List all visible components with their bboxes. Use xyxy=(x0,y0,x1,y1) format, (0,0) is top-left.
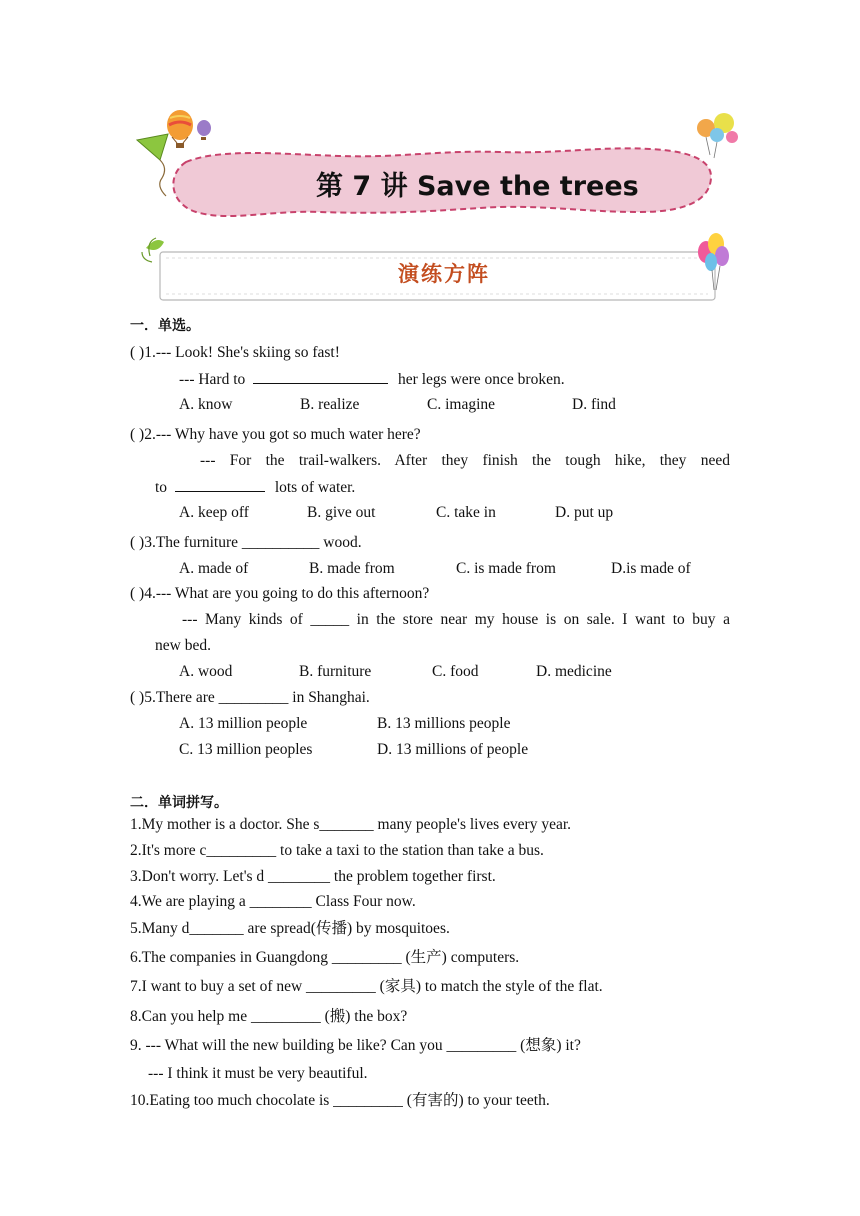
spelling-item: 10.Eating too much chocolate is _________ (有害的) to your teeth. xyxy=(130,1092,550,1109)
q2-stem: ( )2.--- Why have you got so much water here? xyxy=(130,426,421,443)
spelling-item: 2.It's more c_________ to take a taxi to the station than take a bus. xyxy=(130,842,544,859)
spelling-item: 9. --- What will the new building be like? Can you _________ (想象) it? xyxy=(130,1037,581,1054)
spelling-item: --- I think it must be very beautiful. xyxy=(148,1065,368,1082)
q1-line2-pre: --- Hard to xyxy=(179,371,250,388)
spelling-item: 7.I want to buy a set of new _________ (家具) to match the style of the flat. xyxy=(130,978,603,995)
section2-title: 二．单词拼写。 xyxy=(130,795,228,811)
option: B. realize xyxy=(300,396,360,413)
option: B. furniture xyxy=(299,663,372,680)
q4-line3: new bed. xyxy=(155,637,211,654)
kite-icon xyxy=(137,134,168,196)
q2-line3-pre: to xyxy=(155,479,171,496)
q2-line2: --- For the trail-walkers. After they finish the tough hike, they need xyxy=(200,452,730,469)
answer-blank[interactable] xyxy=(253,369,388,384)
q1-stem: ( )1.--- Look! She's skiing so fast! xyxy=(130,344,340,361)
spelling-item: 3.Don't worry. Let's d ________ the problem together first. xyxy=(130,868,496,885)
option: C. is made from xyxy=(456,560,556,577)
option: B. made from xyxy=(309,560,395,577)
spelling-item: 1.My mother is a doctor. She s_______ many people's lives every year. xyxy=(130,816,572,833)
spelling-item: 5.Many d_______ are spread(传播) by mosquitoes. xyxy=(130,920,450,937)
spelling-item: 4.We are playing a ________ Class Four now. xyxy=(130,893,416,910)
spelling-item: 6.The companies in Guangdong _________ (生产) computers. xyxy=(130,949,520,966)
lesson-title: 第 7 讲 Save the trees xyxy=(316,171,639,202)
q2-line3 xyxy=(155,477,355,498)
option: C. food xyxy=(432,663,479,680)
q4-stem: ( )4.--- What are you going to do this afternoon? xyxy=(130,585,430,602)
q2-line3-post: lots of water. xyxy=(274,479,356,496)
option: D. put up xyxy=(555,504,614,521)
section1-title: 一．单选。 xyxy=(130,318,200,334)
option: D. medicine xyxy=(536,663,612,680)
option: D.is made of xyxy=(611,560,691,577)
option: A. made of xyxy=(179,560,249,577)
answer-blank[interactable] xyxy=(175,477,265,492)
banner-label: 演练方阵 xyxy=(398,262,490,286)
balloons-icon xyxy=(697,113,738,158)
option: C. imagine xyxy=(427,396,496,413)
q1-line2 xyxy=(179,369,565,390)
hot-air-balloon-icon xyxy=(167,110,211,148)
option: A. 13 million people xyxy=(179,715,308,732)
q3-stem: ( )3.The furniture __________ wood. xyxy=(130,534,362,551)
option: A. know xyxy=(179,396,233,413)
q5-stem: ( )5.There are _________ in Shanghai. xyxy=(130,689,370,706)
option: D. find xyxy=(572,396,616,413)
option: A. wood xyxy=(179,663,233,680)
option: A. keep off xyxy=(179,504,249,521)
option: D. 13 millions of people xyxy=(377,741,529,758)
option: C. take in xyxy=(436,504,496,521)
q1-line2-post: her legs were once broken. xyxy=(398,371,565,388)
spelling-item: 8.Can you help me _________ (搬) the box? xyxy=(130,1008,408,1025)
q4-line2: --- Many kinds of _____ in the store near my house is on sale. I want to buy a xyxy=(182,611,730,628)
option: B. give out xyxy=(307,504,376,521)
option: C. 13 million peoples xyxy=(179,741,313,758)
option: B. 13 millions people xyxy=(377,715,511,732)
